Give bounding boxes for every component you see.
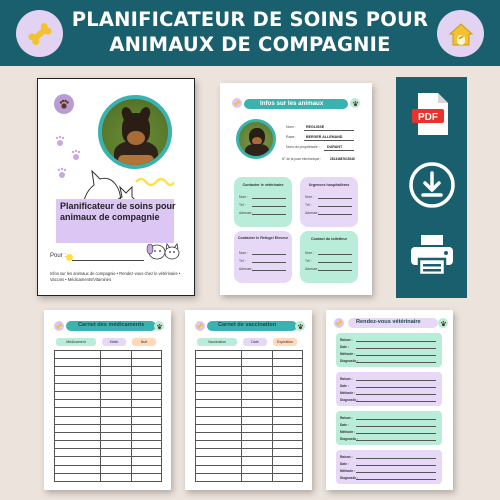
field-breed-value: BERGER ALLEMAND	[306, 135, 343, 139]
paw-icon	[438, 318, 448, 328]
field-breed-label: Race :	[286, 135, 297, 139]
dog-photo	[98, 95, 172, 169]
appointment-card	[336, 450, 442, 484]
cover-footer: Infos sur les animaux de compagnie • Rendez-vous chez le vétérinaire • Vaccins • Médicaments/Vitamines	[50, 271, 181, 282]
info-page	[220, 83, 372, 295]
column-header: Médicament	[56, 338, 96, 346]
field-label: Diagnostic :	[340, 476, 359, 480]
field-owner-value: DURANT	[327, 145, 343, 149]
cover-title: Planificateur de soins pour animaux de compagnie	[60, 201, 176, 222]
medication-page	[44, 310, 171, 490]
field-label: Raison :	[340, 416, 353, 420]
column-header: Expiration	[273, 338, 297, 346]
download-icon[interactable]	[408, 161, 456, 209]
field-name-label: Nom :	[286, 125, 296, 129]
vet-appointments-page	[326, 310, 453, 490]
bone-icon	[334, 318, 344, 328]
field-label: Méthode :	[340, 352, 356, 356]
paw-icon	[54, 94, 74, 114]
column-header: Matin	[102, 338, 126, 346]
box-field-label: Nom :	[305, 251, 315, 255]
box-field-label: Tél :	[305, 203, 312, 207]
bone-icon	[232, 98, 242, 108]
field-chip-value: 28134687615246	[330, 157, 355, 161]
box-field-label: Nom :	[239, 195, 249, 199]
appointment-card	[336, 333, 442, 367]
field-name-value: REGLISSE	[306, 125, 325, 129]
vet-title: Rendez-vous vétérinaire	[356, 319, 421, 325]
field-underline	[304, 130, 354, 131]
pour-label: Pour :	[50, 253, 67, 259]
box-field-label: Adresse :	[239, 267, 254, 271]
field-label: Méthode :	[340, 430, 356, 434]
pdf-label: PDF	[418, 112, 438, 123]
column-header: Vaccination	[197, 338, 237, 346]
paw-icon	[154, 321, 164, 331]
shelter-contact-box	[234, 231, 292, 283]
squiggle-decoration	[134, 175, 174, 189]
title-banner	[0, 0, 500, 66]
box-title: Urgences hospitalières	[308, 183, 350, 187]
box-field-label: Adresse :	[305, 211, 320, 215]
format-panel	[396, 77, 467, 298]
field-label: Date :	[340, 423, 349, 427]
box-title: Contacter le Refuge/ Eleveur	[237, 236, 289, 240]
appointment-card	[336, 411, 442, 445]
paw-icon	[295, 321, 305, 331]
dog-photo	[236, 119, 276, 159]
box-field-label: Nom :	[305, 195, 315, 199]
printer-icon[interactable]	[409, 233, 455, 277]
field-label: Date :	[340, 345, 349, 349]
info-title: Infos sur les animaux	[260, 100, 324, 107]
groomer-contact-box	[300, 231, 358, 283]
vet-contact-box	[234, 177, 292, 227]
owner-underline	[72, 260, 144, 261]
dog-house-icon	[446, 19, 476, 49]
pdf-file-icon[interactable]	[412, 91, 452, 137]
box-field-label: Tél :	[239, 203, 246, 207]
box-title: Contact du toiletteur	[310, 237, 348, 241]
paw-icon	[350, 98, 360, 108]
field-underline	[304, 140, 354, 141]
field-label: Date :	[340, 384, 349, 388]
cover-page	[37, 78, 195, 296]
bone-icon	[54, 321, 64, 331]
bone-icon	[195, 321, 205, 331]
field-label: Raison :	[340, 377, 353, 381]
field-chip-label: N° de la puce électronique :	[282, 157, 322, 161]
field-label: Diagnostic :	[340, 398, 359, 402]
field-owner-label: Nom du propriétaire :	[286, 145, 320, 149]
field-label: Raison :	[340, 455, 353, 459]
dog-house-badge	[437, 10, 484, 57]
emergency-contact-box	[300, 177, 358, 227]
medication-title: Carnet des médicaments	[78, 322, 145, 328]
field-label: Méthode :	[340, 391, 356, 395]
dog-cat-faces-icon	[146, 239, 182, 263]
box-field-label: Tél :	[239, 259, 246, 263]
box-field-label: Adresse :	[239, 211, 254, 215]
field-label: Méthode :	[340, 469, 356, 473]
column-header: Nuit	[132, 338, 156, 346]
field-label: Date :	[340, 462, 349, 466]
vaccination-title: Carnet de vaccination	[218, 322, 277, 328]
vaccination-table	[195, 350, 303, 482]
box-field-label: Nom :	[239, 251, 249, 255]
box-field-label: Adresse :	[305, 267, 320, 271]
column-header: Date	[243, 338, 267, 346]
vaccination-page	[185, 310, 312, 490]
appointment-card	[336, 372, 442, 406]
medication-table	[54, 350, 162, 482]
field-label: Raison :	[340, 338, 353, 342]
banner-title: PLANIFICATEUR DE SOINS POUR ANIMAUX DE COMPAGNIE	[71, 8, 429, 56]
field-label: Diagnostic :	[340, 437, 359, 441]
field-underline	[324, 150, 354, 151]
bone-icon	[25, 19, 55, 49]
field-label: Diagnostic :	[340, 359, 359, 363]
box-field-label: Tél :	[305, 259, 312, 263]
bone-badge	[16, 10, 63, 57]
box-title: Contacter le vétérinaire	[242, 183, 284, 187]
